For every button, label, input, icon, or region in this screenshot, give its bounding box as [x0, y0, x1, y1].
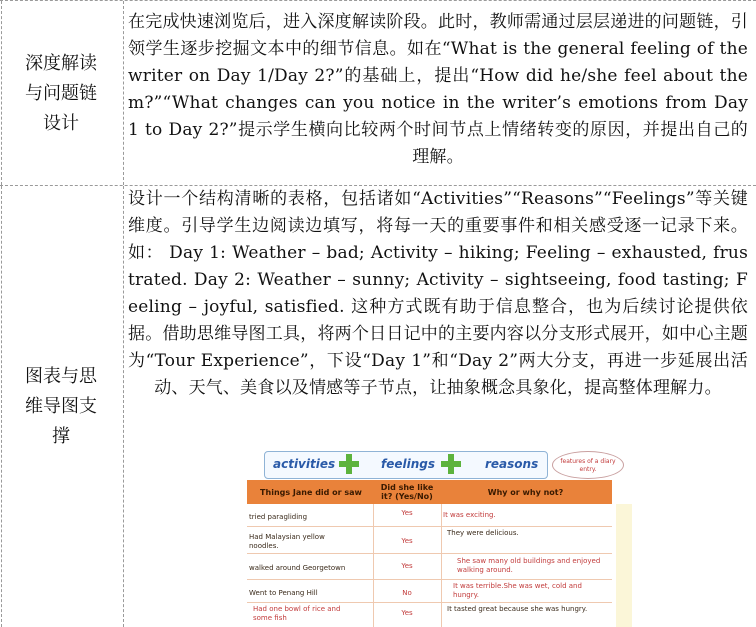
row-body-text: 设计一个结构清晰的表格，包括诸如“Activities”“Reasons”“Feelings”等关键维度。引导学生边阅读边填写，将每一天的重要事件和相关感受逐一记录下来。如： Day 1: Weather – bad; Activity – hiking; Feeling – exhausted, frustrated. Day 2: Weather – sunny; Activity – sightseeing, food tasting; Feeling – joyful, satisfied. 这种方式既有助于信息整合，也为后续讨论提供依据。借助思维导图工具，将两个日日记中的主要内容以分支形式展开，如中心主题为“Tour Experience”，下设“Day 1”和“Day 2”两大分支，再进一步延展出活动、天气、美食以及情感等子节点，让抽象概念具象化，提高整体理解力。 — [128, 189, 748, 398]
table-row — [247, 527, 612, 553]
header-why: Why or why not? — [487, 488, 564, 497]
legend-activities: activities — [273, 457, 336, 471]
left-border — [1, 186, 2, 627]
cell-activity: Had Malaysian yellow noodles. — [249, 533, 325, 550]
cell-liked: No — [402, 589, 412, 597]
header-liked: Did she like it? (Yes/No) — [380, 483, 434, 501]
table-header — [247, 480, 612, 504]
cell-liked: Yes — [401, 562, 413, 570]
cell-liked: Yes — [401, 609, 413, 617]
row-label-line: 图表与思 — [25, 366, 97, 387]
speech-bubble — [552, 451, 624, 479]
table-row-deep-reading — [0, 0, 756, 186]
table-row — [247, 506, 612, 526]
row-label-line: 与问题链 — [25, 83, 97, 104]
row-label-line: 设计 — [43, 113, 79, 134]
table-row — [247, 580, 612, 602]
cell-reason: It tasted great because she was hungry. — [447, 605, 588, 613]
table-row — [247, 603, 612, 627]
plus-icon — [339, 454, 359, 474]
cell-activity: walked around Georgetown — [249, 564, 346, 572]
row-label-line: 撑 — [52, 426, 70, 447]
cell-reason: They were delicious. — [447, 529, 519, 537]
left-border — [1, 1, 2, 185]
row-label-line: 维导图支 — [25, 396, 97, 417]
legend-bar — [264, 451, 548, 479]
cell-reason: It was terrible.She was wet, cold and hungry. — [453, 582, 582, 599]
column-divider — [123, 186, 124, 627]
legend-feelings: feelings — [381, 457, 435, 471]
worksheet-figure — [244, 448, 632, 627]
cell-reason: It was exciting. — [443, 511, 496, 519]
row-label — [4, 362, 118, 452]
cell-liked: Yes — [401, 509, 413, 517]
row-label-line: 深度解读 — [25, 53, 97, 74]
row-label — [4, 49, 118, 139]
table-row — [247, 554, 612, 578]
column-divider — [123, 1, 124, 185]
cell-activity: Had one bowl of rice and some fish — [253, 605, 341, 622]
row-body-text: 在完成快速浏览后，进入深度解读阶段。此时，教师需通过层层递进的问题链，引领学生逐步挖掘文本中的细节信息。如在“What is the general feeling of the writer on Day 1/Day 2?”的基础上，提出“How did he/she feel about them?”“What changes can you notice in the writer’s emotions from Day 1 to Day 2?”提示学生横向比较两个时间节点上情绪转变的原因，并提出自己的理解。 — [128, 12, 748, 167]
cell-activity: Went to Penang Hill — [249, 589, 318, 597]
bubble-text: features of a diary entry. — [560, 458, 616, 473]
cell-reason: She saw many old buildings and enjoyed walking around. — [457, 557, 601, 574]
figure-shadow — [616, 504, 632, 627]
cell-activity: tried paragliding — [249, 513, 308, 521]
header-things: Things Jane did or saw — [260, 488, 362, 497]
legend-reasons: reasons — [485, 457, 539, 471]
cell-liked: Yes — [401, 537, 413, 545]
plus-icon — [441, 454, 461, 474]
